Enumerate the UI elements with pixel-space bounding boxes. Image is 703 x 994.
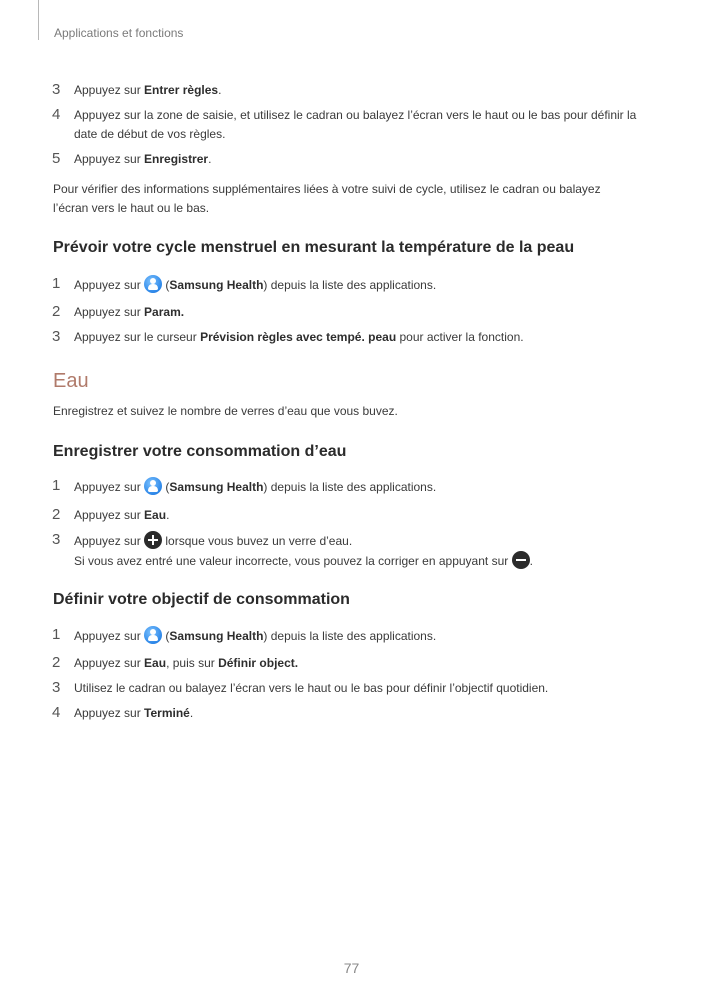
step-set-date: Appuyez sur la zone de saisie, et utilisez le cadran ou balayez l’écran vers le haut ou le bas pour définir la date de début de vos règles. (74, 108, 637, 141)
step-define-goal: Appuyez sur Eau, puis sur Définir object. (74, 656, 299, 670)
header-divider (38, 0, 39, 40)
step-number: 3 (52, 531, 61, 548)
step-number: 2 (52, 303, 61, 320)
step-number: 3 (52, 81, 61, 98)
step-enter-rules: Appuyez sur Entrer règles. (74, 83, 222, 97)
plus-circle-icon (144, 531, 162, 549)
step-activate-prediction: Appuyez sur le curseur Prévision règles avec tempé. peau pour activer la fonction. (74, 330, 524, 344)
samsung-health-icon (144, 275, 162, 293)
samsung-health-icon (144, 477, 162, 495)
samsung-health-icon (144, 626, 162, 644)
step-settings: Appuyez sur Param. (74, 305, 185, 319)
section-water-description: Enregistrez et suivez le nombre de verres d’eau que vous buvez. (53, 404, 398, 418)
step-number: 2 (52, 654, 61, 671)
step-open-samsung-health: Appuyez sur (Samsung Health) depuis la liste des applications. (74, 477, 436, 497)
step-number: 1 (52, 275, 61, 292)
step-number: 1 (52, 626, 61, 643)
step-tap-water: Appuyez sur Eau. (74, 508, 170, 522)
section-title-set-goal: Définir votre objectif de consommation (53, 591, 350, 608)
step-open-samsung-health: Appuyez sur (Samsung Health) depuis la liste des applications. (74, 275, 436, 295)
intro-note: Pour vérifier des informations supplémentaires liées à votre suivi de cycle, utilisez le cadran ou balayez l’écran vers le haut ou le bas. (53, 182, 601, 215)
step-number: 1 (52, 477, 61, 494)
minus-circle-icon (512, 551, 530, 569)
step-number: 4 (52, 106, 61, 123)
step-number: 5 (52, 150, 61, 167)
section-title-water: Eau (53, 370, 89, 392)
step-save: Appuyez sur Enregistrer. (74, 152, 212, 166)
section-title-temperature: Prévoir votre cycle menstruel en mesurant la température de la peau (53, 239, 575, 256)
section-title-record-water: Enregistrer votre consommation d’eau (53, 443, 347, 460)
step-adjust-goal: Utilisez le cadran ou balayez l’écran vers le haut ou le bas pour définir l’objectif quotidien. (74, 681, 549, 695)
page-header: Applications et fonctions (54, 26, 184, 40)
step-number: 3 (52, 328, 61, 345)
step-number: 4 (52, 704, 61, 721)
step-done: Appuyez sur Terminé. (74, 706, 194, 720)
step-number: 3 (52, 679, 61, 696)
step-number: 2 (52, 506, 61, 523)
step-add-glass: Appuyez sur lorsque vous buvez un verre d’eau. Si vous avez entré une valeur incorrecte, vous pouvez la corriger en appuyant sur . (74, 531, 674, 571)
step-open-samsung-health: Appuyez sur (Samsung Health) depuis la liste des applications. (74, 626, 436, 646)
page-number: 77 (343, 960, 360, 976)
